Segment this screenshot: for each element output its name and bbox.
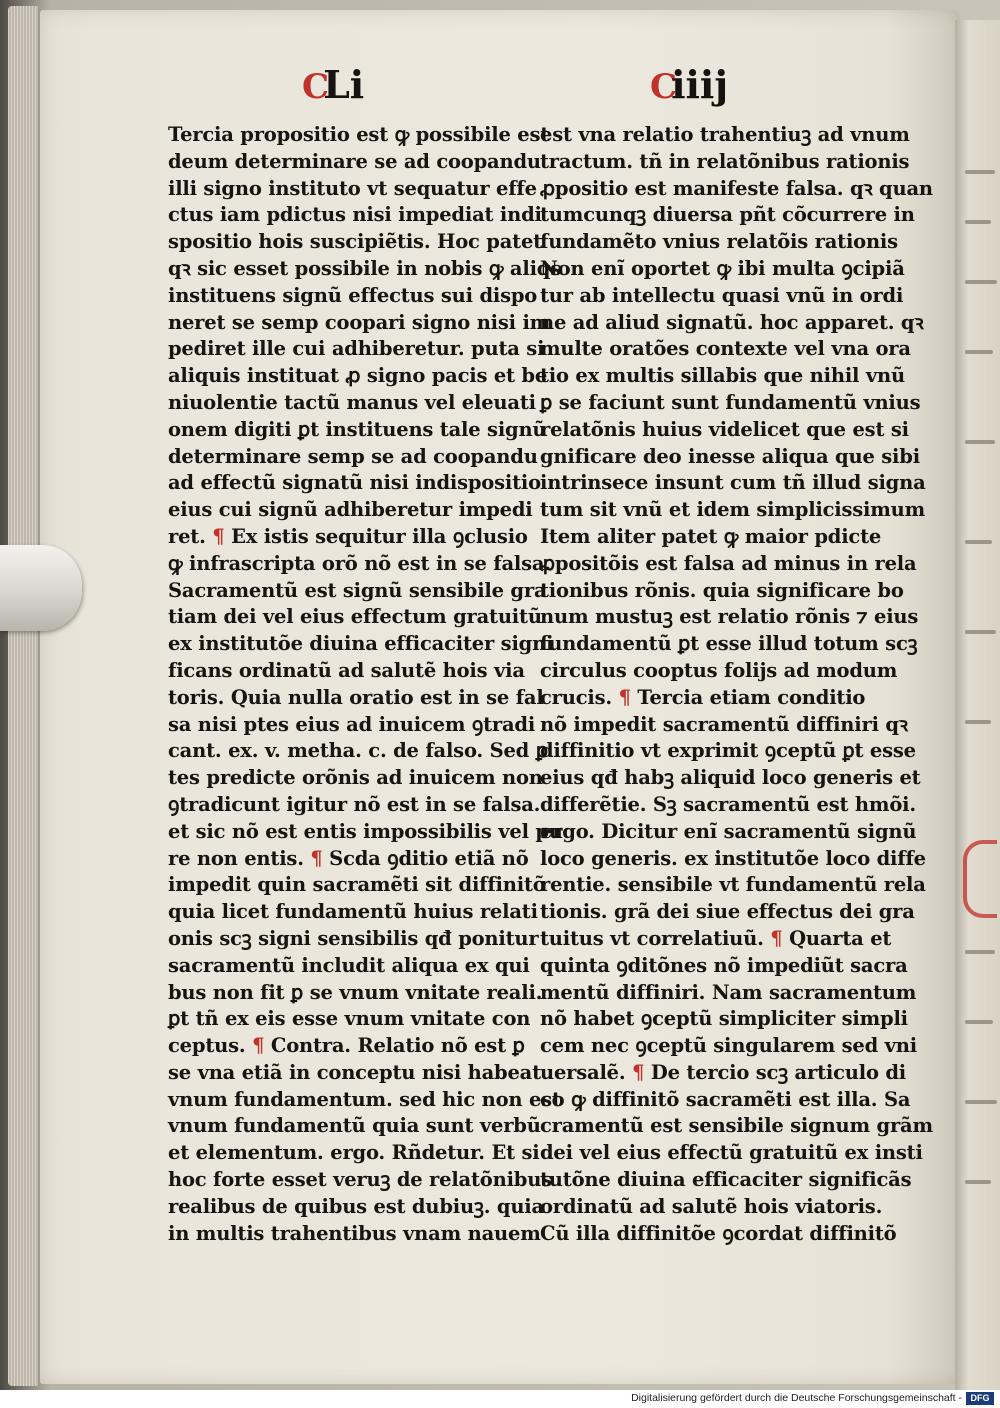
text-line: ad effectũ signatũ nisi indispositio <box>168 471 541 495</box>
text-line: ctus iam pdictus nisi impediat indi <box>168 203 542 227</box>
text-line: vnum fundamentum. sed hic non est <box>168 1087 561 1111</box>
folio-left-text: Li <box>323 62 365 107</box>
text-line: et sic nõ est entis impossibilis vel pu <box>168 819 563 843</box>
text-line: Item aliter patet ꝙ maior pdicte <box>540 524 882 548</box>
text-line: uersalẽ. ¶ De tercio scꝫ articulo di <box>540 1060 906 1084</box>
text-line: ex institutõe diuina efficaciter signi <box>168 632 554 656</box>
text-line: eius cui signũ adhiberetur impedi <box>168 498 533 522</box>
text-line: vnum fundamentũ quia sunt verbũ <box>168 1114 541 1138</box>
text-line: rentie. sensibile vt fundamentũ rela <box>540 873 926 897</box>
text-line: tur ab intellectu quasi vnũ in ordi <box>540 283 904 307</box>
text-line: niuolentie tactũ manus vel eleuati <box>168 390 536 414</box>
text-line: se vna etiã in conceptu nisi habeat <box>168 1060 541 1084</box>
text-line: ceptus. ¶ Contra. Relatio nõ est ꝑ <box>168 1034 525 1058</box>
rubric-initial-right: C <box>650 67 678 107</box>
text-line: fundamentũ ꝑt esse illud totum scꝫ <box>540 632 918 656</box>
text-line: ꝑt tñ ex eis esse vnum vnitate con <box>168 1007 531 1031</box>
text-line: crucis. ¶ Tercia etiam conditio <box>540 685 866 709</box>
footer-credit: Digitalisierung gefördert durch die Deutsche Forschungsgemeinschaft - <box>631 1392 962 1404</box>
text-column-left <box>168 122 563 1247</box>
text-line: neret se semp coopari signo nisi im <box>168 310 551 334</box>
folio-right-text: iiij <box>671 62 729 107</box>
text-line: circulus cooptus folijs ad modum <box>540 658 898 682</box>
text-line: differẽtie. Sꝫ sacramentũ est hmõi. <box>540 792 916 816</box>
text-line: ꝓpositio est manifeste falsa. qꝛ quan <box>540 176 933 200</box>
text-line: realibus de quibus est dubiuꝫ. quia <box>168 1194 544 1218</box>
text-line: tionibus rõnis. quia significare bo <box>540 578 904 602</box>
text-line: ꝑ se faciunt sunt fundamentũ vnius <box>540 390 921 414</box>
text-line: onem digiti ꝑt instituens tale signũ <box>168 417 547 441</box>
text-line: est vna relatio trahentiuꝫ ad vnum <box>540 123 910 146</box>
text-line: tutõne diuina efficaciter significãs <box>540 1168 912 1192</box>
text-line: re non entis. ¶ Scda ꝯditio etiã nõ <box>168 846 529 870</box>
text-line: aliquis instituat ꝓ signo pacis et be <box>168 364 548 388</box>
text-line: in multis trahentibus vnam nauem <box>168 1221 541 1245</box>
folio-left <box>302 62 364 108</box>
text-line: instituens signũ effectus sui dispo <box>168 283 538 307</box>
text-line: intrinsece insunt cum tñ illud signa <box>540 471 926 495</box>
text-line: multe oratões contexte vel vna ora <box>540 337 911 361</box>
text-line: tes predicte orõnis ad inuicem non <box>168 766 543 790</box>
text-line: ꝙ infrascripta orõ nõ est in se falsa. <box>168 551 551 575</box>
text-line: impedit quin sacramẽti sit diffinitõ <box>168 873 546 897</box>
text-line: sacramentũ includit aliqua ex qui <box>168 953 530 977</box>
text-line: tio ex multis sillabis que nihil vnũ <box>540 364 905 388</box>
text-line: illi signo instituto vt sequatur effe <box>168 176 537 200</box>
text-line: qꝛ sic esset possibile in nobis ꝙ aliqs <box>168 256 561 280</box>
text-line: ꝓpositõis est falsa ad minus in rela <box>540 551 917 575</box>
text-line: fundamẽto vnius relatõis rationis <box>540 230 898 254</box>
text-line: deum determinare se ad coopandu <box>168 149 541 173</box>
text-column-right <box>540 122 933 1247</box>
text-line: cant. ex. v. metha. c. de falso. Sed ꝑ <box>168 739 548 763</box>
text-line: ret. ¶ Ex istis sequitur illa ꝯclusio <box>168 524 528 548</box>
text-line: diffinitio vt exprimit ꝯceptũ ꝑt esse <box>540 739 916 763</box>
text-line: gnificare deo inesse aliqua que sibi <box>540 444 920 468</box>
text-line: tumcunqꝫ diuersa pñt cõcurrere in <box>540 203 915 227</box>
text-line: Tercia propositio est ꝙ possibile est <box>168 123 550 146</box>
text-line: ergo. Dicitur enĩ sacramentũ signũ <box>540 819 917 843</box>
text-line: quinta ꝯditõnes nõ impediũt sacra <box>540 953 908 977</box>
folio-right <box>650 62 728 108</box>
text-line: cramentũ est sensibile signum grãm <box>540 1114 933 1138</box>
text-line: onis scꝫ signi sensibilis qđ ponitur <box>168 926 539 950</box>
text-line: tractum. tñ in relatõnibus rationis <box>540 149 910 173</box>
text-line: hoc forte esset veruꝫ de relatõnibus <box>168 1168 552 1192</box>
text-line: relatõnis huius videlicet que est si <box>540 417 909 441</box>
text-line: mentũ diffiniri. Nam sacramentum <box>540 980 917 1004</box>
text-line: num mustuꝫ est relatio rõnis ⁊ eius <box>540 605 919 629</box>
text-line: eius qđ habꝫ aliquid loco generis et <box>540 766 921 790</box>
next-page-edge <box>955 20 1000 1390</box>
text-line: toris. Quia nulla oratio est in se fal <box>168 685 544 709</box>
text-line: et elementum. ergo. Rñdetur. Et si <box>168 1141 540 1165</box>
dfg-logo: DFG <box>966 1392 994 1405</box>
text-line: Sacramentũ est signũ sensibile gra <box>168 578 547 602</box>
rubric-initial-left: C <box>302 67 330 107</box>
text-line: bus non fit ꝑ se vnum vnitate reali. <box>168 980 543 1004</box>
text-line: ordinatũ ad salutẽ hois viatoris. <box>540 1194 883 1218</box>
text-line: determinare semp se ad coopandu <box>168 444 538 468</box>
text-line: quia licet fundamentũ huius relati <box>168 900 538 924</box>
text-line: co ꝙ diffinitõ sacramẽti est illa. Sa <box>540 1087 911 1111</box>
text-line: tionis. grã dei siue effectus dei gra <box>540 900 915 924</box>
text-line: spositio hois suscipiẽtis. Hoc patet <box>168 230 542 254</box>
text-line: tuitus vt correlatiuũ. ¶ Quarta et <box>540 926 892 950</box>
text-line: Cũ illa diffinitõe ꝯcordat diffinitõ <box>540 1221 897 1245</box>
page-edges <box>8 6 38 1386</box>
text-line: ficans ordinatũ ad salutẽ hois via <box>168 658 525 682</box>
text-line: ꝯtradicunt igitur nõ est in se falsa. <box>168 792 541 816</box>
text-line: tum sit vnũ et idem simplicissimum <box>540 498 926 522</box>
text-line: nõ impedit sacramentũ diffiniri qꝛ <box>540 712 908 736</box>
text-line: nõ habet ꝯceptũ simpliciter simpli <box>540 1007 908 1031</box>
text-line: pediret ille cui adhiberetur. puta si <box>168 337 545 361</box>
text-line: ne ad aliud signatũ. hoc apparet. qꝛ <box>540 310 924 334</box>
text-line: tiam dei vel eius effectum gratuitũ <box>168 605 542 629</box>
page-clip <box>0 545 82 631</box>
text-line: dei vel eius effectũ gratuitũ ex insti <box>540 1141 923 1165</box>
text-line: loco generis. ex institutõe loco diffe <box>540 846 926 870</box>
text-line: cem nec ꝯceptũ singularem sed vni <box>540 1034 917 1058</box>
text-line: Non enĩ oportet ꝙ ibi multa ꝯcipiã <box>540 256 905 280</box>
text-line: sa nisi ptes eius ad inuicem ꝯtradi <box>168 712 536 736</box>
